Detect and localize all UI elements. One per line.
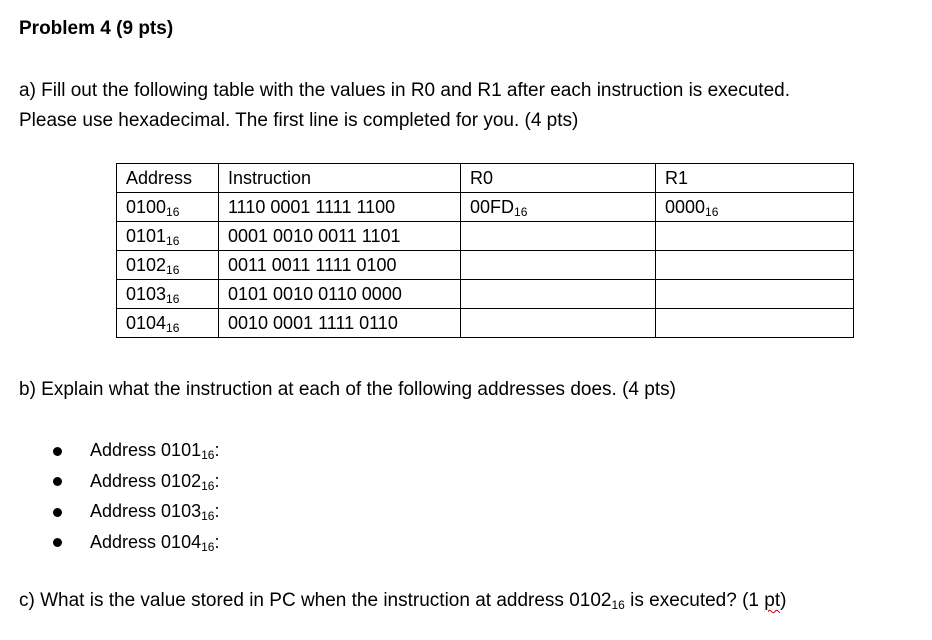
problem-title: Problem 4 (9 pts) — [19, 18, 174, 39]
part-c-spellcheck-word: pt — [764, 590, 781, 611]
bullet-prefix: Address — [90, 501, 162, 521]
part-c-text-after: is executed? (1 — [624, 590, 765, 611]
list-item — [53, 527, 219, 558]
bullet-addr: 0102 — [161, 470, 202, 491]
cell-r1-subscript: 16 — [705, 204, 719, 219]
table-row — [117, 280, 854, 309]
bullet-sub: 16 — [201, 509, 215, 523]
table-row — [117, 222, 854, 251]
list-item — [53, 435, 219, 466]
cell-address — [117, 222, 219, 251]
bullet-text — [90, 496, 219, 527]
bullet-suffix: : — [214, 470, 220, 491]
bullet-icon — [53, 447, 62, 456]
cell-address — [117, 280, 219, 309]
bullet-addr: 0104 — [161, 531, 202, 552]
cell-instruction-value: 0011 0011 1111 0100 — [228, 254, 397, 275]
header-address: Address — [117, 164, 219, 193]
cell-address-value: 0104 — [126, 312, 167, 333]
bullet-icon — [53, 477, 62, 486]
cell-address — [117, 251, 219, 280]
table-row — [117, 309, 854, 338]
cell-instruction — [219, 309, 461, 338]
cell-r0-subscript: 16 — [514, 204, 528, 219]
part-c-prompt — [19, 586, 786, 616]
cell-r0[interactable] — [461, 280, 656, 309]
cell-r0[interactable] — [461, 309, 656, 338]
cell-r1[interactable] — [656, 222, 854, 251]
cell-instruction — [219, 222, 461, 251]
cell-r1 — [656, 193, 854, 222]
cell-r0 — [461, 193, 656, 222]
bullet-text — [90, 466, 219, 497]
bullet-prefix: Address — [90, 440, 162, 460]
cell-address-value: 0103 — [126, 283, 167, 304]
cell-address-subscript: 16 — [166, 291, 180, 306]
bullet-suffix: : — [214, 501, 220, 521]
bullet-suffix: : — [214, 440, 220, 460]
bullet-icon — [53, 538, 62, 547]
bullet-text — [90, 527, 219, 558]
bullet-text — [90, 435, 219, 466]
cell-r1-value: 0000 — [665, 196, 706, 217]
cell-instruction — [219, 193, 461, 222]
cell-r0[interactable] — [461, 222, 656, 251]
cell-address-subscript: 16 — [166, 320, 180, 335]
part-a-line-2: Please use hexadecimal. The first line is completed for you. (4 pts) — [19, 110, 579, 131]
header-r0: R0 — [461, 164, 656, 193]
bullet-prefix: Address — [90, 531, 162, 552]
cell-instruction — [219, 280, 461, 309]
cell-address-subscript: 16 — [166, 204, 180, 219]
list-item — [53, 466, 219, 497]
cell-r0[interactable] — [461, 251, 656, 280]
cell-instruction-value: 0101 0010 0110 0000 — [228, 283, 402, 304]
register-table — [116, 163, 854, 338]
header-r1: R1 — [656, 164, 854, 193]
part-c-subscript: 16 — [611, 598, 625, 612]
cell-address-value: 0102 — [126, 254, 167, 275]
cell-instruction-value: 1110 0001 1111 1100 — [228, 196, 396, 217]
cell-address-value: 0100 — [126, 196, 167, 217]
bullet-suffix: : — [214, 531, 220, 552]
table-row — [117, 251, 854, 280]
part-a-line-1: a) Fill out the following table with the values in R0 and R1 after each instruction is executed. — [19, 80, 790, 101]
bullet-prefix: Address — [90, 470, 162, 491]
cell-r1[interactable] — [656, 309, 854, 338]
part-a-prompt — [19, 76, 790, 136]
table-header-row — [117, 164, 854, 193]
cell-address-subscript: 16 — [166, 262, 180, 277]
cell-r0-value: 00FD — [470, 196, 515, 217]
cell-instruction-value: 0001 0010 0011 1101 — [228, 225, 401, 246]
cell-r1[interactable] — [656, 251, 854, 280]
bullet-sub: 16 — [201, 539, 215, 554]
cell-instruction-value: 0010 0001 1111 0110 — [228, 312, 398, 333]
cell-address — [117, 309, 219, 338]
part-c-text-before: c) What is the value stored in PC when the instruction at address 0102 — [19, 590, 612, 611]
cell-address-value: 0101 — [126, 225, 167, 246]
bullet-sub: 16 — [201, 448, 215, 462]
part-b-prompt: b) Explain what the instruction at each of the following addresses does. (4 pts) — [19, 379, 676, 400]
cell-r1[interactable] — [656, 280, 854, 309]
bullet-addr: 0101 — [161, 440, 202, 460]
cell-address — [117, 193, 219, 222]
bullet-icon — [53, 508, 62, 517]
header-instruction: Instruction — [219, 164, 461, 193]
table-row — [117, 193, 854, 222]
cell-instruction — [219, 251, 461, 280]
bullet-sub: 16 — [201, 478, 215, 493]
part-c-close: ) — [780, 590, 787, 611]
cell-address-subscript: 16 — [166, 233, 180, 248]
address-bullet-list — [53, 435, 219, 557]
list-item — [53, 496, 219, 527]
bullet-addr: 0103 — [161, 501, 202, 521]
